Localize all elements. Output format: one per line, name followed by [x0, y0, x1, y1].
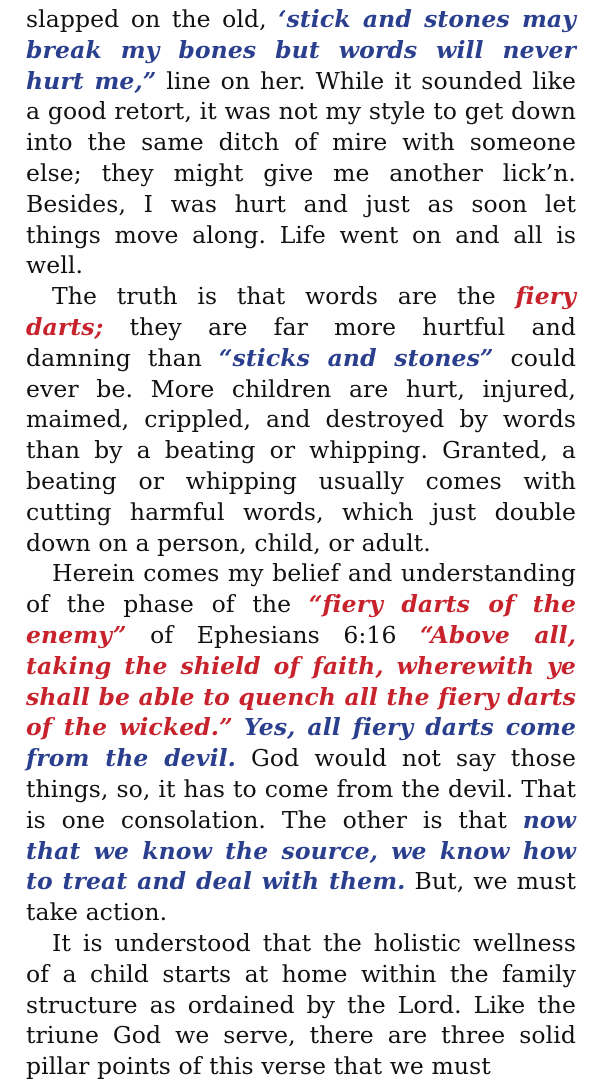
paragraph-text: line on her. While it sounded like a good retort, it was not my style to get down into the same ditch of mire with someone else; they might give me another lick’n. Besides, I was hurt and just as soon let things move along. Life went on and all is well.	[26, 66, 576, 280]
paragraph-text	[233, 713, 244, 741]
paragraph-text: It is understood that the holistic wellness of a child starts at home within the family structure as ordained by the Lord. Like the triune God we serve, there are three solid pillar points of this verse that we must	[26, 928, 576, 1081]
paragraph-text: God would not say those things, so, it has to come from the devil. That is one consolation. The other is that	[26, 744, 576, 834]
paragraph-text: slapped on the old,	[26, 5, 279, 33]
paragraph-4	[26, 928, 576, 1082]
emphasis-statement: Yes, all fiery darts come from the devil.	[26, 713, 576, 773]
paragraph-text: The truth is that words are the	[52, 282, 516, 311]
emphasis-phrase: fiery darts;	[26, 282, 576, 341]
paragraph-text: of Ephesians 6:16	[126, 620, 421, 649]
emphasis-quote: ‘stick and stones may break my bones but words will never hurt me,”	[26, 5, 576, 95]
emphasis-phrase: “fiery darts of the enemy”	[26, 590, 576, 649]
paragraph-2	[26, 281, 576, 558]
paragraph-3	[26, 558, 576, 928]
emphasis-quote: “sticks and stones”	[218, 343, 494, 372]
paragraph-text: But, we must take action.	[26, 867, 576, 927]
paragraph-1	[26, 4, 576, 281]
scripture-quote: “Above all, taking the shield of faith, wherewith ye shall be able to quench all the fiery darts of the wicked.”	[26, 620, 576, 742]
paragraph-text: they are far more hurtful and damning than	[26, 312, 576, 372]
paragraph-text: could ever be. More children are hurt, injured, maimed, crippled, and destroyed by words than by a beating or whipping. Granted, a beating or whipping usually comes with cutting harmful words, which just double down on a person, child, or adult.	[26, 343, 576, 557]
paragraph-text: Herein comes my belief and understanding of the phase of the	[26, 559, 576, 619]
emphasis-statement: now that we know the source, we know how to treat and deal with them.	[26, 805, 576, 896]
